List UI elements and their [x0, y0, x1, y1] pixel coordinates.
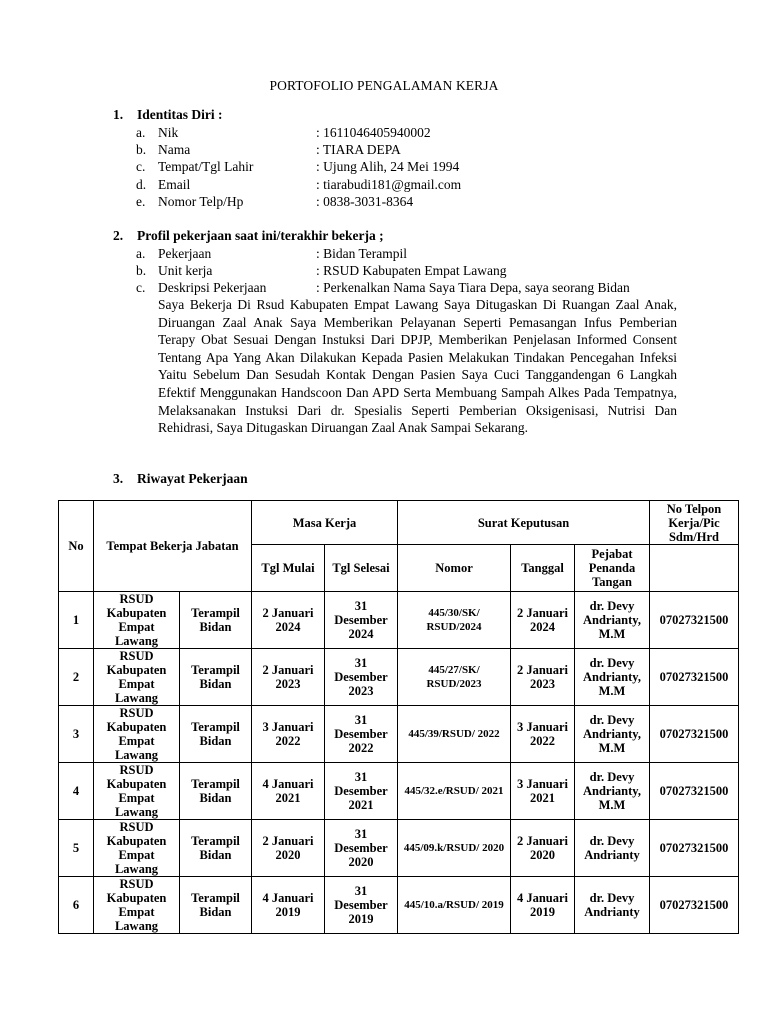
- item-letter: b.: [136, 142, 147, 157]
- section-number: 2.: [113, 228, 124, 243]
- header-tempat: Tempat Bekerja Jabatan: [94, 501, 252, 592]
- cell-jabatan: Terampil Bidan: [180, 592, 252, 649]
- item-letter: e.: [136, 194, 146, 209]
- profil-row-pekerjaan: [136, 245, 407, 262]
- profil-row-unit: [136, 262, 506, 279]
- cell-jabatan: Terampil Bidan: [180, 706, 252, 763]
- cell-no: 3: [59, 706, 94, 763]
- profil-row-deskripsi: [136, 279, 630, 296]
- cell-jabatan: Terampil Bidan: [180, 877, 252, 934]
- cell-tempat: RSUD Kabupaten Empat Lawang: [94, 877, 180, 934]
- cell-telp: 07027321500: [650, 877, 739, 934]
- header-telp-blank: [650, 545, 739, 592]
- header-pejabat: Pejabat Penanda Tangan: [575, 545, 650, 592]
- item-label: Email: [158, 177, 191, 192]
- cell-tanggal: 2 Januari 2023: [511, 649, 575, 706]
- identity-row-telp: [136, 193, 413, 210]
- cell-selesai: 31 Desember 2023: [325, 649, 398, 706]
- cell-tempat: RSUD Kabupaten Empat Lawang: [94, 649, 180, 706]
- cell-pejabat: dr. Devy Andrianty, M.M: [575, 649, 650, 706]
- item-label: Tempat/Tgl Lahir: [158, 159, 254, 174]
- header-no: No: [59, 501, 94, 592]
- item-value: : RSUD Kabupaten Empat Lawang: [316, 263, 507, 278]
- cell-pejabat: dr. Devy Andrianty, M.M: [575, 763, 650, 820]
- cell-mulai: 4 Januari 2019: [252, 877, 325, 934]
- item-letter: d.: [136, 177, 147, 192]
- cell-jabatan: Terampil Bidan: [180, 763, 252, 820]
- cell-nomor: 445/09.k/RSUD/ 2020: [398, 820, 511, 877]
- cell-selesai: 31 Desember 2020: [325, 820, 398, 877]
- identity-row-nik: [136, 124, 431, 141]
- cell-tanggal: 4 Januari 2019: [511, 877, 575, 934]
- header-tgl-mulai: Tgl Mulai: [252, 545, 325, 592]
- section-number: 1.: [113, 107, 124, 122]
- cell-no: 4: [59, 763, 94, 820]
- cell-selesai: 31 Desember 2024: [325, 592, 398, 649]
- cell-nomor: 445/27/SK/ RSUD/2023: [398, 649, 511, 706]
- cell-telp: 07027321500: [650, 706, 739, 763]
- identity-row-email: [136, 176, 461, 193]
- work-history-table: [58, 500, 739, 934]
- table-row: [59, 649, 739, 706]
- cell-mulai: 2 Januari 2023: [252, 649, 325, 706]
- cell-telp: 07027321500: [650, 763, 739, 820]
- item-label: Pekerjaan: [158, 246, 212, 261]
- cell-no: 2: [59, 649, 94, 706]
- section-profil-heading: [113, 228, 384, 244]
- item-label: Nomor Telp/Hp: [158, 194, 244, 209]
- table-row: [59, 763, 739, 820]
- cell-tanggal: 3 Januari 2022: [511, 706, 575, 763]
- item-value: : Bidan Terampil: [316, 246, 408, 261]
- cell-mulai: 3 Januari 2022: [252, 706, 325, 763]
- table-row: [59, 820, 739, 877]
- item-value: : TIARA DEPA: [316, 142, 401, 157]
- cell-tanggal: 3 Januari 2021: [511, 763, 575, 820]
- section-title: Riwayat Pekerjaan: [137, 471, 248, 486]
- item-letter: c.: [136, 280, 146, 295]
- header-telp: No Telpon Kerja/Pic Sdm/Hrd: [650, 501, 739, 545]
- item-label: Nik: [158, 125, 179, 140]
- item-label: Unit kerja: [158, 263, 213, 278]
- cell-nomor: 445/39/RSUD/ 2022: [398, 706, 511, 763]
- item-value: : tiarabudi181@gmail.com: [316, 177, 462, 192]
- section-title: Identitas Diri :: [137, 107, 223, 122]
- cell-pejabat: dr. Devy Andrianty, M.M: [575, 706, 650, 763]
- item-letter: a.: [136, 125, 146, 140]
- cell-no: 1: [59, 592, 94, 649]
- cell-telp: 07027321500: [650, 592, 739, 649]
- job-description-text: Saya Bekerja Di Rsud Kabupaten Empat Lawang Saya Ditugaskan Di Ruangan Zaal Anak, Diruangan Zaal Anak Saya Memberikan Pelayanan Seperti Pemasangan Infus Pemberian Terapy Obat Sesuai Dengan Instuksi Dari DPJP, Memberikan Penjelasan Informed Consent Tentang Apa Yang Akan Dilakukan Kepada Pasien Melakukan Tindakan Pencegahan Infeksi Yaitu Sebelum Dan Sesudah Kontak Dengan Pasien Saya Cuci Tanggandengan 6 Langkah Efektif Menggunakan Handscoon Dan APD Serta Membuang Sampah Alkes Pada Tempatnya, Melaksanakan Instuksi Dari dr. Spesialis Seperti Pemberian Oksigenisasi, Nutrisi Dan Rehidrasi, Saya Ditugaskan Diruangan Zaal Anak Sampai Sekarang.: [158, 297, 677, 436]
- header-tanggal: Tanggal: [511, 545, 575, 592]
- table-body: [59, 592, 739, 934]
- item-value: : Perkenalkan Nama Saya Tiara Depa, saya seorang Bidan: [316, 280, 630, 295]
- cell-nomor: 445/32.e/RSUD/ 2021: [398, 763, 511, 820]
- item-letter: a.: [136, 246, 146, 261]
- item-label: Deskripsi Pekerjaan: [158, 280, 267, 295]
- item-letter: b.: [136, 263, 147, 278]
- cell-tempat: RSUD Kabupaten Empat Lawang: [94, 763, 180, 820]
- cell-pejabat: dr. Devy Andrianty, M.M: [575, 592, 650, 649]
- header-nomor: Nomor: [398, 545, 511, 592]
- cell-mulai: 2 Januari 2024: [252, 592, 325, 649]
- table-row: [59, 706, 739, 763]
- item-value: : 0838-3031-8364: [316, 194, 414, 209]
- document-title: PORTOFOLIO PENGALAMAN KERJA: [269, 78, 499, 93]
- cell-pejabat: dr. Devy Andrianty: [575, 877, 650, 934]
- cell-jabatan: Terampil Bidan: [180, 820, 252, 877]
- table-row: [59, 592, 739, 649]
- item-letter: c.: [136, 159, 146, 174]
- cell-no: 5: [59, 820, 94, 877]
- identity-row-nama: [136, 141, 401, 158]
- cell-telp: 07027321500: [650, 649, 739, 706]
- cell-jabatan: Terampil Bidan: [180, 649, 252, 706]
- cell-tempat: RSUD Kabupaten Empat Lawang: [94, 706, 180, 763]
- section-title: Profil pekerjaan saat ini/terakhir bekerja ;: [137, 228, 384, 243]
- cell-tempat: RSUD Kabupaten Empat Lawang: [94, 592, 180, 649]
- identity-row-ttl: [136, 158, 459, 175]
- cell-tempat: RSUD Kabupaten Empat Lawang: [94, 820, 180, 877]
- header-masa-kerja: Masa Kerja: [252, 501, 398, 545]
- item-label: Nama: [158, 142, 191, 157]
- table-header-row: [59, 501, 739, 545]
- cell-tanggal: 2 Januari 2020: [511, 820, 575, 877]
- item-value: : Ujung Alih, 24 Mei 1994: [316, 159, 460, 174]
- cell-tanggal: 2 Januari 2024: [511, 592, 575, 649]
- cell-telp: 07027321500: [650, 820, 739, 877]
- cell-mulai: 2 Januari 2020: [252, 820, 325, 877]
- section-riwayat-heading: [113, 471, 248, 487]
- cell-nomor: 445/30/SK/ RSUD/2024: [398, 592, 511, 649]
- cell-selesai: 31 Desember 2021: [325, 763, 398, 820]
- section-number: 3.: [113, 471, 124, 486]
- cell-no: 6: [59, 877, 94, 934]
- cell-pejabat: dr. Devy Andrianty: [575, 820, 650, 877]
- cell-selesai: 31 Desember 2019: [325, 877, 398, 934]
- cell-selesai: 31 Desember 2022: [325, 706, 398, 763]
- section-identitas-heading: [113, 107, 223, 123]
- header-tgl-selesai: Tgl Selesai: [325, 545, 398, 592]
- item-value: : 1611046405940002: [316, 125, 431, 140]
- cell-mulai: 4 Januari 2021: [252, 763, 325, 820]
- cell-nomor: 445/10.a/RSUD/ 2019: [398, 877, 511, 934]
- header-surat-keputusan: Surat Keputusan: [398, 501, 650, 545]
- table-row: [59, 877, 739, 934]
